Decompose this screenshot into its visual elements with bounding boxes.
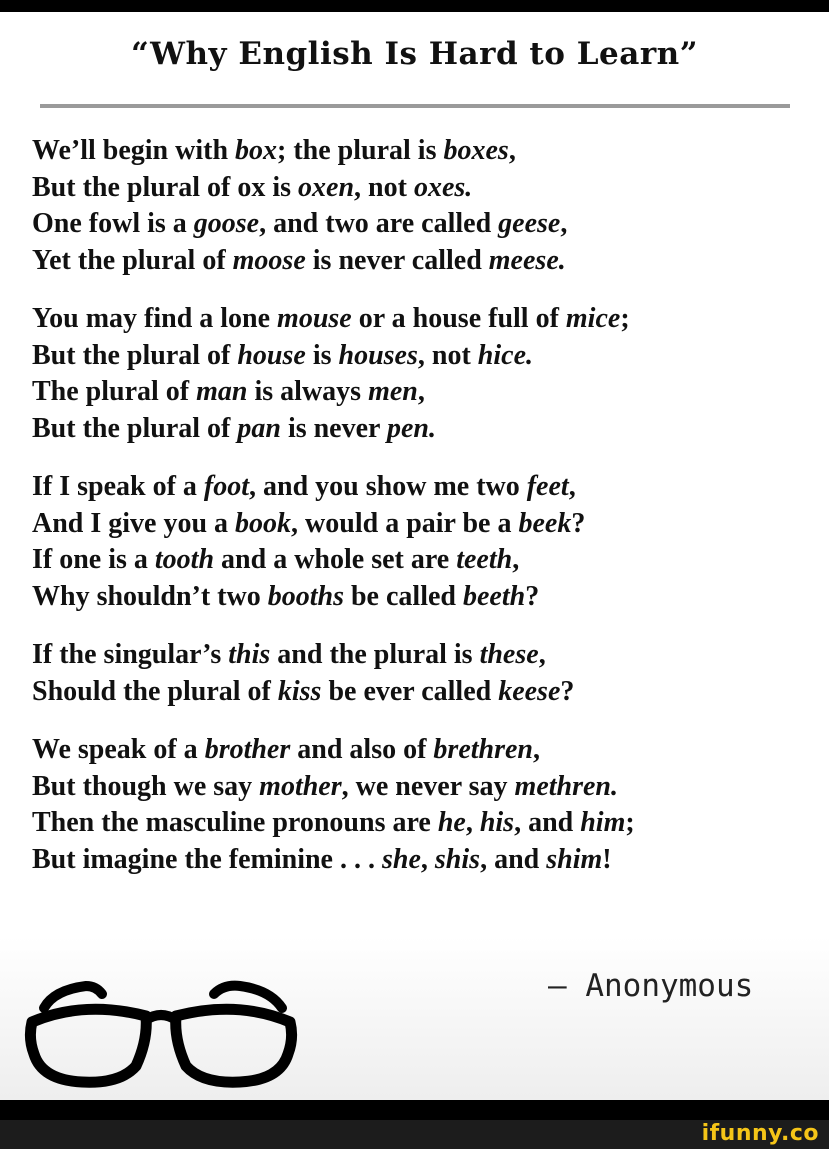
line-text: ? (571, 507, 586, 539)
line-text: , (568, 471, 576, 502)
poem-line (32, 769, 812, 806)
line-text: , we never say (341, 770, 515, 802)
italic-word: mother (259, 770, 342, 802)
line-text: But imagine the feminine . . . (32, 843, 382, 875)
italic-word: house (237, 339, 306, 371)
line-text: is always (247, 376, 369, 407)
poem-body (32, 133, 812, 900)
poem-line (32, 506, 812, 543)
poem-line (32, 338, 812, 375)
line-text: , (417, 376, 425, 407)
line-text: , not (417, 339, 478, 371)
poem-line (32, 411, 812, 448)
italic-word: beeth (462, 580, 526, 612)
line-text: The plural of (32, 376, 197, 407)
poem-line (32, 542, 812, 579)
line-text: , and you show me two (249, 471, 527, 502)
italic-word: beek (518, 507, 572, 539)
italic-word: shis (434, 843, 481, 875)
italic-word: him (580, 807, 626, 838)
line-text: ; (620, 303, 630, 334)
line-text: ; (625, 807, 635, 838)
line-text: , (560, 208, 568, 239)
italic-word: shim (546, 843, 603, 875)
eyeglasses-icon (24, 980, 298, 1090)
top-border (0, 0, 829, 12)
line-text: Yet the plural of (32, 244, 233, 276)
line-text: , (533, 734, 540, 765)
line-text: Then the masculine pronouns are (32, 807, 438, 838)
italic-word: methren. (514, 770, 619, 802)
line-text: ! (602, 843, 612, 875)
poem-line (32, 170, 812, 207)
title-divider (40, 104, 790, 108)
poem-title: “Why English Is Hard to Learn” (130, 36, 699, 72)
line-text: ; the plural is (277, 135, 444, 166)
poem-line (32, 674, 812, 711)
line-text: If I speak of a (32, 471, 204, 502)
ifunny-watermark[interactable]: ifunny.co (701, 1121, 819, 1146)
italic-word: brother (204, 734, 291, 765)
poem-line (32, 469, 812, 506)
italic-word: his (479, 807, 515, 838)
italic-word: pan (237, 412, 281, 444)
italic-word: geese (498, 208, 561, 239)
line-text: , and (514, 807, 581, 838)
line-text: If one is a (32, 544, 155, 575)
italic-word: box (235, 135, 278, 166)
poem-stanza (32, 133, 812, 279)
poem-line (32, 637, 812, 674)
line-text: is never (280, 412, 387, 444)
italic-word: oxen (298, 171, 355, 203)
italic-word: keese (498, 675, 561, 707)
poem-line (32, 579, 812, 616)
line-text: ? (560, 675, 575, 707)
poem-line (32, 805, 812, 842)
italic-word: he (437, 807, 466, 838)
line-text: and the plural is (270, 639, 480, 670)
italic-word: kiss (277, 675, 322, 707)
italic-word: meese. (488, 244, 566, 276)
poem-stanza (32, 732, 812, 878)
italic-word: mouse (277, 303, 352, 334)
italic-word: feet (526, 471, 569, 502)
line-text: We’ll begin with (32, 135, 236, 166)
poem-line (32, 243, 812, 280)
italic-word: man (196, 376, 248, 407)
line-text: Why shouldn’t two (32, 580, 268, 612)
line-text: , (420, 843, 435, 875)
italic-word: hice. (477, 339, 534, 371)
line-text: , not (354, 171, 414, 203)
italic-word: these (479, 639, 539, 670)
poem-line (32, 301, 812, 338)
line-text: But the plural of (32, 412, 238, 444)
line-text: or a house full of (351, 303, 566, 334)
line-text: One fowl is a (32, 208, 194, 239)
italic-word: houses (338, 339, 418, 371)
line-text: But the plural of ox is (32, 171, 299, 203)
line-text: But the plural of (32, 339, 238, 371)
italic-word: boxes (443, 135, 509, 166)
poem-stanza (32, 469, 812, 615)
line-text: and also of (290, 734, 434, 765)
italic-word: she (382, 843, 421, 875)
line-text: Should the plural of (32, 675, 278, 707)
line-text: , (508, 135, 516, 166)
line-text: , and two are called (259, 208, 499, 239)
poem-line (32, 842, 812, 879)
italic-word: tooth (154, 544, 215, 575)
italic-word: pen. (386, 412, 436, 444)
italic-word: oxes. (413, 171, 473, 203)
line-text: , and (480, 843, 547, 875)
poem-line (32, 133, 812, 170)
italic-word: mice (565, 303, 621, 334)
line-text: But though we say (32, 770, 260, 802)
italic-word: brethren (433, 734, 533, 765)
italic-word: this (228, 639, 271, 670)
italic-word: teeth (456, 544, 513, 575)
italic-word: men (368, 376, 418, 407)
poem-stanza (32, 637, 812, 710)
line-text: is (305, 339, 339, 371)
italic-word: goose (193, 208, 260, 239)
line-text: We speak of a (32, 734, 205, 765)
line-text: be called (343, 580, 463, 612)
line-text: and a whole set are (214, 544, 457, 575)
italic-word: book (235, 507, 292, 539)
line-text: , (465, 807, 480, 838)
line-text: is never called (305, 244, 489, 276)
poem-line (32, 374, 812, 411)
line-text: You may find a lone (32, 303, 278, 334)
line-text: ? (525, 580, 540, 612)
italic-word: booths (267, 580, 344, 612)
poem-stanza (32, 301, 812, 447)
italic-word: moose (232, 244, 306, 276)
line-text: , (512, 544, 520, 575)
line-text: , (538, 639, 546, 670)
poem-line (32, 732, 812, 769)
line-text: And I give you a (32, 507, 236, 539)
italic-word: foot (203, 471, 250, 502)
line-text: If the singular’s (32, 639, 229, 670)
line-text: , would a pair be a (291, 507, 519, 539)
poem-attribution: — Anonymous (548, 968, 754, 1004)
line-text: be ever called (321, 675, 499, 707)
poem-line (32, 206, 812, 243)
